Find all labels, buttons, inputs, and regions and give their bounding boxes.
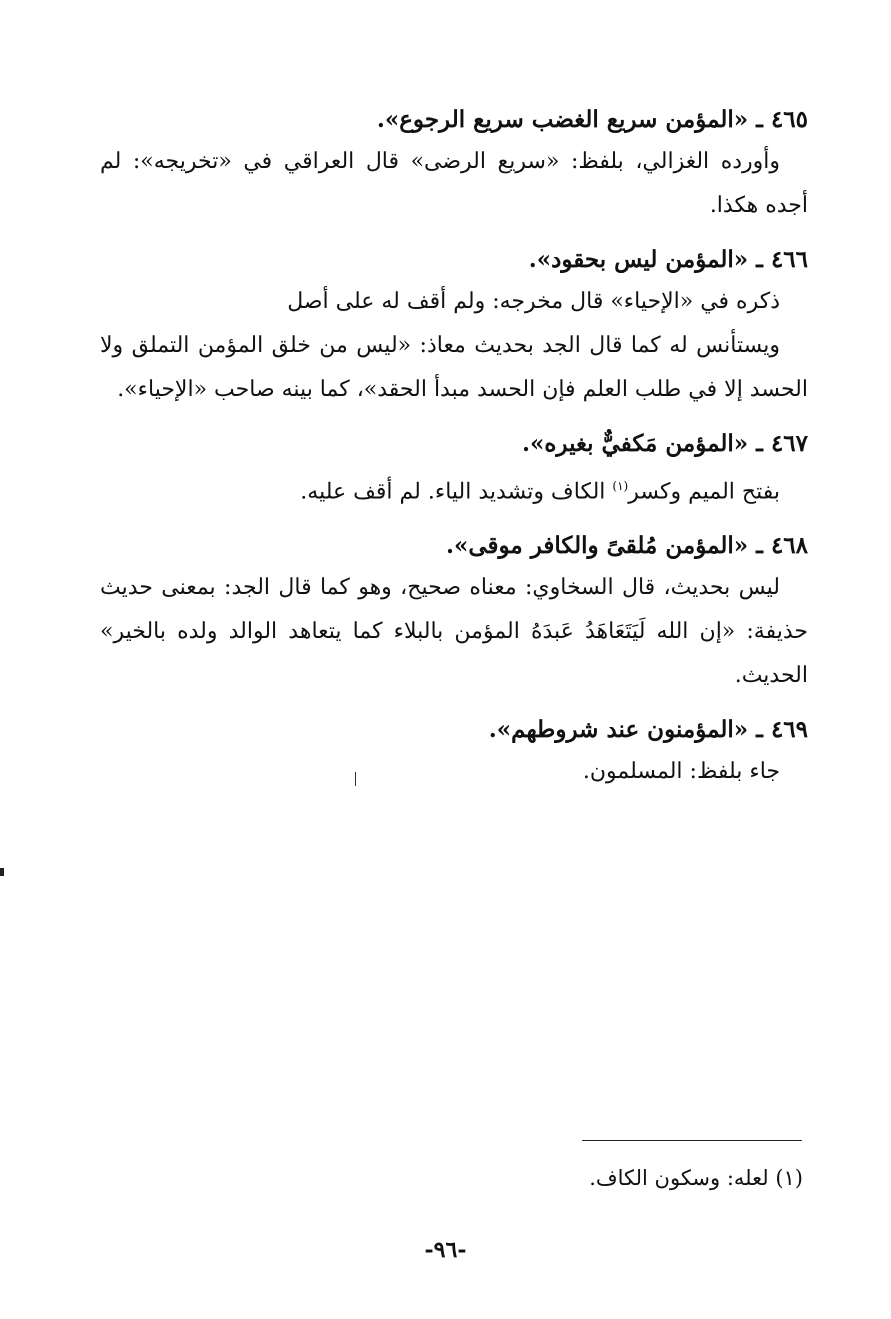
entry-separator: ـ (748, 106, 771, 133)
entry-separator: ـ (748, 716, 771, 744)
entry-467 (100, 424, 808, 514)
entry-number: ٤٦٩ (770, 716, 808, 744)
entry-469 (100, 710, 808, 794)
entry-body-part-b: الكاف وتشديد الياء. لم أقف عليه. (300, 479, 613, 505)
page-number: -٩٦- (424, 1237, 467, 1263)
entry-number: ٤٦٥ (770, 106, 808, 133)
entry-separator: ـ (748, 430, 771, 457)
entry-body (100, 464, 808, 514)
entry-heading (100, 240, 808, 280)
entry-466 (100, 240, 808, 412)
entry-title: «المؤمن مَكفيٌّ بغيره». (521, 430, 749, 457)
entry-heading (100, 526, 808, 566)
entry-title: «المؤمن مُلقىً والكافر موقى». (445, 532, 749, 560)
entry-body: جاء بلفظ: المسلمون. (582, 759, 780, 785)
entry-separator: ـ (748, 532, 771, 560)
entry-title: «المؤمن ليس بحقود». (528, 246, 749, 273)
margin-dot (0, 868, 4, 876)
entry-heading (100, 710, 808, 750)
entry-body-continued: ويستأنس له كما قال الجد بحديث معاذ: «ليس من خلق المؤمن التملق ولا الحسد إلا في طلب العلم فإن الحسد مبدأ الحقد»، كما بينه صاحب «الإحياء». (100, 333, 808, 402)
entry-heading (100, 424, 808, 464)
entry-title: «المؤمن سريع الغضب سريع الرجوع». (376, 106, 749, 133)
entry-468 (100, 526, 808, 698)
page-body (100, 100, 808, 806)
entry-body: ذكره في «الإحياء» قال مخرجه: ولم أقف له على أصل (287, 289, 780, 314)
entry-body: ليس بحديث، قال السخاوي: معناه صحيح، وهو كما قال الجد: بمعنى حديث حذيفة: «إن الله لَيَتَعَاهَدُ عَبدَهُ المؤمن بالبلاء كما يتعاهد الوالد ولده بالخير» الحديث. (100, 575, 808, 689)
entry-body: وأورده الغزالي، بلفظ: «سريع الرضى» قال العراقي في «تخريجه»: لم أجده هكذا. (100, 149, 808, 218)
entry-title: «المؤمنون عند شروطهم». (488, 716, 749, 744)
footnote-reference[interactable]: (١) (612, 479, 629, 493)
footnote: (١) لعله: وسكون الكاف. (589, 1166, 803, 1190)
entry-body-part-a: بفتح الميم وكسر (628, 479, 780, 505)
margin-mark (355, 772, 356, 786)
entry-number: ٤٦٧ (770, 430, 808, 457)
entry-separator: ـ (748, 246, 771, 273)
footnote-divider (582, 1140, 802, 1141)
entry-heading (100, 100, 808, 140)
entry-number: ٤٦٨ (770, 532, 808, 560)
entry-number: ٤٦٦ (770, 246, 808, 273)
entry-465 (100, 100, 808, 228)
